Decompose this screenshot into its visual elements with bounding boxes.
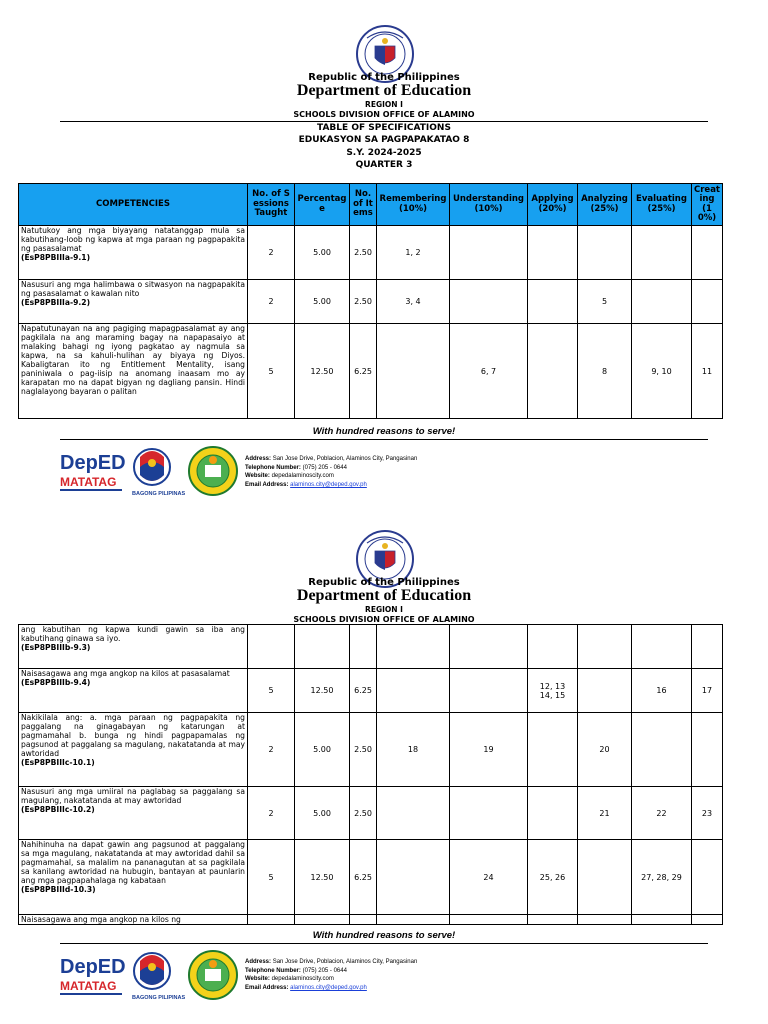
sessions-cell: 5: [248, 840, 295, 915]
header-remembering: Remembering (10%): [377, 184, 450, 226]
school-year: S.Y. 2024-2025: [346, 147, 422, 158]
applying-cell: 25, 26: [528, 840, 578, 915]
analyzing-cell: 5: [578, 280, 632, 324]
sessions-cell: [248, 625, 295, 669]
applying-cell: [528, 324, 578, 419]
percentage-cell: 5.00: [295, 787, 350, 840]
sessions-cell: [248, 915, 295, 925]
table-row: [19, 625, 723, 669]
sessions-cell: 2: [248, 787, 295, 840]
footer-logos: [60, 949, 240, 1005]
understanding-cell: [450, 787, 528, 840]
creating-cell: [692, 713, 723, 787]
table-row: [19, 915, 723, 925]
table-row: [19, 226, 723, 280]
items-cell: 6.25: [350, 669, 377, 713]
competency-text: Nahihinuha na dapat gawin ang pagsunod at paggalang sa mga magulang, nakatatanda at may awtoridad dahil sa pagmamahal, sa malalim na pananagutan at sa pagkilala sa kanilang awtoridad na hubugin, bantayan at paunlarin ang mga pagpapahalaga ng kabataan: [21, 840, 245, 885]
items-cell: [350, 915, 377, 925]
table-row: [19, 324, 723, 419]
division-label: SCHOOLS DIVISION OFFICE OF ALAMINO: [293, 110, 475, 119]
sessions-cell: 5: [248, 669, 295, 713]
understanding-cell: [450, 625, 528, 669]
quarter-label: QUARTER 3: [355, 160, 413, 171]
footer-tagline: With hundred reasons to serve!: [312, 930, 456, 941]
creating-cell: 17: [692, 669, 723, 713]
applying-cell: [528, 625, 578, 669]
analyzing-cell: 20: [578, 713, 632, 787]
document-info: [0, 122, 768, 172]
address-value: San Jose Drive, Poblacion, Alaminos City, Pangasinan: [272, 959, 418, 965]
republic-label: Republic of the Philippines: [308, 72, 460, 83]
evaluating-cell: [632, 280, 692, 324]
analyzing-cell: [578, 669, 632, 713]
competency-code: (EsP8PBIIIb-9.3): [21, 643, 91, 652]
svg-text:DepED: DepED: [60, 452, 126, 474]
remembering-cell: [377, 787, 450, 840]
items-cell: [350, 625, 377, 669]
creating-cell: [692, 280, 723, 324]
remembering-cell: [377, 625, 450, 669]
remembering-cell: [377, 669, 450, 713]
header-competencies: COMPETENCIES: [19, 184, 248, 226]
evaluating-cell: [632, 625, 692, 669]
items-cell: 2.50: [350, 280, 377, 324]
analyzing-cell: [578, 226, 632, 280]
competency-text: Nasusuri ang mga umiiral na paglabag sa paggalang sa magulang, nakatatanda at may awtoridad: [21, 787, 245, 805]
items-cell: 2.50: [350, 787, 377, 840]
svg-text:MATATAG: MATATAG: [60, 475, 117, 489]
competency-cell: [19, 226, 248, 280]
sessions-cell: 2: [248, 226, 295, 280]
website-value: depedalaminoscity.com: [271, 473, 334, 480]
department-title: Department of Education: [296, 587, 472, 604]
competency-text: Nakikilala ang: a. mga paraan ng pagpapakita ng paggalang na ginagabayan ng katarungan at pagmamahal b. bunga ng hindi pagpapamalas ng pagsunod at paggalang sa magulang, nakatatanda at may awtoridad: [21, 713, 245, 758]
footer-divider: [60, 943, 708, 944]
document-subject: EDUKASYON SA PAGPAPAKATAO 8: [298, 135, 470, 146]
remembering-cell: 3, 4: [377, 280, 450, 324]
competency-code: (EsP8PBIIIc-10.2): [21, 805, 95, 814]
applying-cell: [528, 915, 578, 925]
contact-info: Address: San Jose Drive, Poblacion, Alaminos City, Pangasinan Telephone Number: (075) 205 - 0644 Website: depedalaminoscity.com Email Address: alaminos.city@deped.gov.ph: [245, 959, 418, 991]
competency-cell: [19, 669, 248, 713]
understanding-cell: [450, 226, 528, 280]
competency-text: Naisasagawa ang mga angkop na kilos ng: [21, 915, 181, 924]
specifications-table: [18, 624, 723, 925]
analyzing-cell: [578, 915, 632, 925]
header-understanding: Understanding (10%): [450, 184, 528, 226]
competency-cell: [19, 787, 248, 840]
understanding-cell: [450, 915, 528, 925]
competency-text: ang kabutihan ng kapwa kundi gawin sa iba ang kabutihang ginawa sa iyo.: [21, 625, 245, 643]
contact-info: Address: San Jose Drive, Poblacion, Alaminos City, Pangasinan Telephone Number: (075) 205 - 0644 Website: depedalaminoscity.com Email Address: alaminos.city@deped.gov.ph: [245, 456, 418, 488]
percentage-cell: 5.00: [295, 713, 350, 787]
table-row: [19, 669, 723, 713]
items-cell: 6.25: [350, 324, 377, 419]
analyzing-cell: 8: [578, 324, 632, 419]
division-seal-icon: [189, 951, 237, 999]
region-label: REGION I: [365, 605, 403, 614]
evaluating-cell: [632, 713, 692, 787]
website-value: depedalaminoscity.com: [271, 976, 334, 983]
applying-cell: [528, 226, 578, 280]
competency-text: Naisasagawa ang mga angkop na kilos at pasasalamat: [21, 669, 230, 678]
understanding-cell: 24: [450, 840, 528, 915]
evaluating-cell: 16: [632, 669, 692, 713]
table-row: [19, 713, 723, 787]
header-percentage: Percentage: [295, 184, 350, 226]
competency-code: (EsP8PBIIIb-9.4): [21, 678, 91, 687]
sessions-cell: 5: [248, 324, 295, 419]
competency-code: (EsP8PBIIIc-10.1): [21, 758, 95, 767]
remembering-cell: 18: [377, 713, 450, 787]
percentage-cell: [295, 915, 350, 925]
header-sessions: No. of Sessions Taught: [248, 184, 295, 226]
evaluating-cell: 9, 10: [632, 324, 692, 419]
analyzing-cell: [578, 840, 632, 915]
table-row: [19, 787, 723, 840]
header-evaluating: Evaluating (25%): [632, 184, 692, 226]
creating-cell: [692, 625, 723, 669]
competency-cell: [19, 840, 248, 915]
document-title: TABLE OF SPECIFICATIONS: [317, 123, 451, 133]
table-row: [19, 280, 723, 324]
percentage-cell: [295, 625, 350, 669]
table-row: [19, 840, 723, 915]
division-label: SCHOOLS DIVISION OFFICE OF ALAMINO: [293, 615, 475, 624]
understanding-cell: 19: [450, 713, 528, 787]
remembering-cell: [377, 840, 450, 915]
header-items: No. of Items: [350, 184, 377, 226]
specifications-table: [18, 183, 723, 419]
bagong-pilipinas-icon: [132, 953, 186, 1001]
sessions-cell: 2: [248, 713, 295, 787]
remembering-cell: [377, 915, 450, 925]
competency-cell: [19, 915, 248, 925]
applying-cell: [528, 713, 578, 787]
email-link[interactable]: alaminos.city@deped.gov.ph: [290, 984, 367, 991]
competency-code: (EsP8PBIIIa-9.2): [21, 298, 91, 307]
applying-cell: [528, 280, 578, 324]
evaluating-cell: 27, 28, 29: [632, 840, 692, 915]
document-page-2: [0, 505, 768, 1017]
footer-logos: [60, 445, 240, 501]
table-header-row: [19, 184, 723, 226]
remembering-cell: [377, 324, 450, 419]
evaluating-cell: [632, 915, 692, 925]
header-analyzing: Analyzing (25%): [578, 184, 632, 226]
address-value: San Jose Drive, Poblacion, Alaminos City, Pangasinan: [272, 456, 418, 462]
competency-cell: [19, 713, 248, 787]
items-cell: 2.50: [350, 226, 377, 280]
evaluating-cell: 22: [632, 787, 692, 840]
percentage-cell: 12.50: [295, 669, 350, 713]
svg-text:BAGONG PILIPINAS: BAGONG PILIPINAS: [132, 995, 186, 1001]
competency-code: (EsP8PBIIId-10.3): [21, 885, 96, 894]
percentage-cell: 5.00: [295, 280, 350, 324]
telephone-value: (075) 205 - 0644: [302, 967, 347, 974]
creating-cell: [692, 226, 723, 280]
division-seal-icon: [189, 447, 237, 495]
email-link[interactable]: alaminos.city@deped.gov.ph: [290, 481, 367, 488]
percentage-cell: 12.50: [295, 324, 350, 419]
understanding-cell: [450, 669, 528, 713]
understanding-cell: [450, 280, 528, 324]
competency-text: Napatutunayan na ang pagiging mapagpasalamat ay ang pagkilala na ang maraming bagay na napapasaiyo at malaking bahagi ng iyong pagkatao ay nagmula sa kapwa, na sa kahuli-hulihan ay biyaya ng Diyos. Kabaligtaran ito ng Entitlement Mentality, isang paniniwala o pag-iisip na anomang inaasam mo ay karapatan mo na dapat bigyan ng dagliang pansin. Hindi naglalayong bayaran o palitan: [21, 324, 245, 396]
competency-cell: [19, 625, 248, 669]
percentage-cell: 5.00: [295, 226, 350, 280]
remembering-cell: 1, 2: [377, 226, 450, 280]
telephone-value: (075) 205 - 0644: [302, 464, 347, 471]
region-label: REGION I: [365, 100, 403, 109]
items-cell: 2.50: [350, 713, 377, 787]
percentage-cell: 12.50: [295, 840, 350, 915]
understanding-cell: 6, 7: [450, 324, 528, 419]
republic-label: Republic of the Philippines: [308, 577, 460, 588]
competency-code: (EsP8PBIIIa-9.1): [21, 253, 91, 262]
svg-text:BAGONG PILIPINAS: BAGONG PILIPINAS: [132, 491, 186, 497]
deped-logo-icon: [60, 956, 126, 995]
svg-text:DepED: DepED: [60, 956, 126, 978]
applying-cell: [528, 787, 578, 840]
competency-text: Natutukoy ang mga biyayang natatanggap mula sa kabutihang-loob ng kapwa at mga paraan ng pagpapakita ng pasasalamat: [21, 226, 245, 253]
items-cell: 6.25: [350, 840, 377, 915]
bagong-pilipinas-icon: [132, 449, 186, 497]
footer-tagline: With hundred reasons to serve!: [312, 426, 456, 437]
footer-divider: [60, 439, 708, 440]
creating-cell: 11: [692, 324, 723, 419]
deped-logo-icon: [60, 452, 126, 491]
creating-cell: 23: [692, 787, 723, 840]
evaluating-cell: [632, 226, 692, 280]
svg-text:MATATAG: MATATAG: [60, 979, 117, 993]
competency-text: Nasusuri ang mga halimbawa o sitwasyon na nagpapakita ng pasasalamat o kawalan nito: [21, 280, 245, 298]
creating-cell: [692, 915, 723, 925]
analyzing-cell: 21: [578, 787, 632, 840]
competency-cell: [19, 324, 248, 419]
creating-cell: [692, 840, 723, 915]
sessions-cell: 2: [248, 280, 295, 324]
header-creating: Creating (10%): [692, 184, 723, 226]
competency-cell: [19, 280, 248, 324]
department-title: Department of Education: [296, 82, 472, 99]
analyzing-cell: [578, 625, 632, 669]
applying-cell: 12, 13 14, 15: [528, 669, 578, 713]
header-applying: Applying (20%): [528, 184, 578, 226]
